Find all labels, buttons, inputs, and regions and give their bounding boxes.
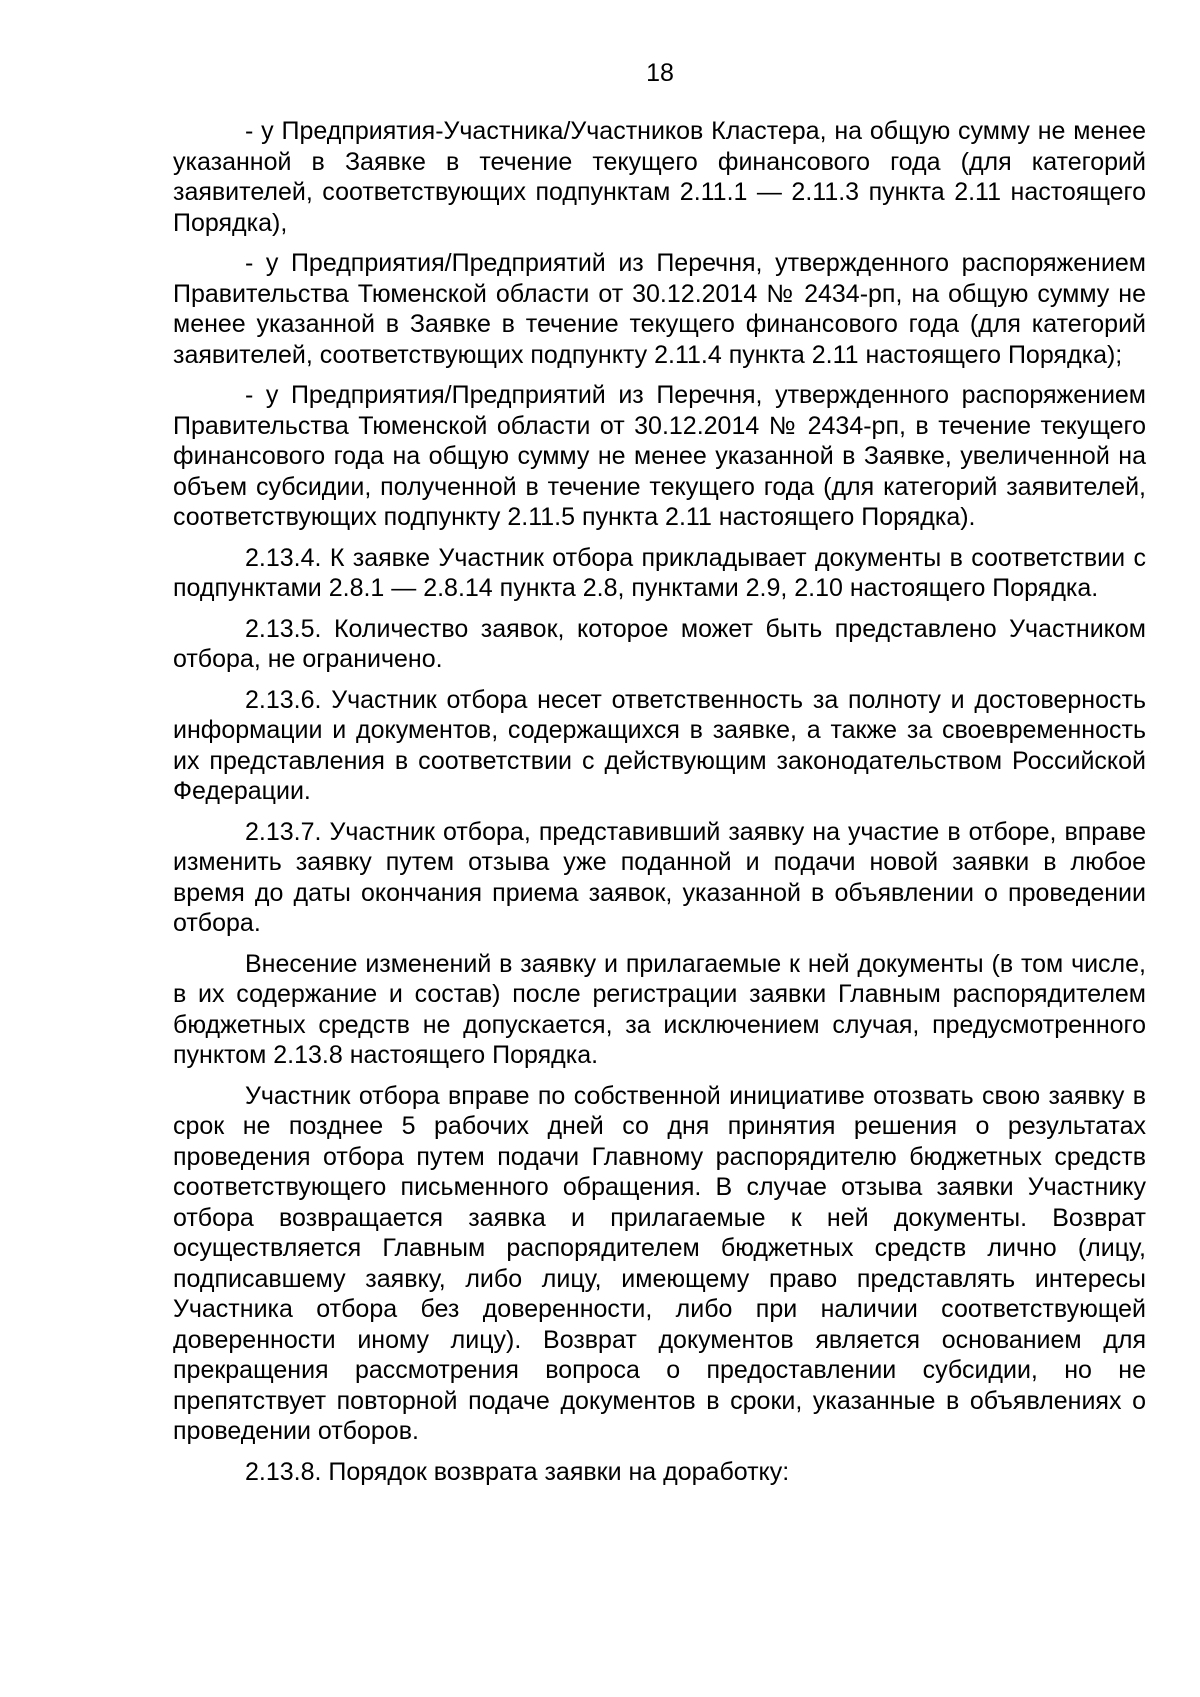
paragraph-2-13-6: 2.13.6. Участник отбора несет ответственность за полноту и достоверность информации и документов, содержащихся в заявке, а также за своевременность их представления в соответствии с действующим законодательством Российской Федерации. <box>173 685 1146 805</box>
paragraph-enterprise-list-subsection-2-11-4: - у Предприятия/Предприятий из Перечня, утвержденного распоряжением Правительства Тюменской области от 30.12.2014 № 2434-рп, на общую сумму не менее указанной в Заявке в течение текущего финансового года (для категорий заявителей, соответствующих подпункту 2.11.4 пункта 2.11 настоящего Порядка); <box>173 249 1146 369</box>
paragraph-2-13-7: 2.13.7. Участник отбора, представивший заявку на участие в отборе, вправе изменить заявку путем отзыва уже поданной и подачи новой заявки в любое время до даты окончания приема заявок, указанной в объявлении о проведении отбора. <box>173 817 1146 937</box>
paragraph-changes-to-application: Внесение изменений в заявку и прилагаемые к ней документы (в том числе, в их содержание и состав) после регистрации заявки Главным распорядителем бюджетных средств не допускается, за исключением случая, предусмотренного пунктом 2.13.8 настоящего Порядка. <box>173 949 1146 1069</box>
paragraph-2-13-4: 2.13.4. К заявке Участник отбора прикладывает документы в соответствии с подпунктами 2.8.1 — 2.8.14 пункта 2.8, пунктами 2.9, 2.10 настоящего Порядка. <box>173 543 1146 602</box>
document-body <box>173 116 1146 1497</box>
paragraph-2-13-8: 2.13.8. Порядок возврата заявки на доработку: <box>245 1457 790 1486</box>
paragraph-enterprise-participant-cluster: - у Предприятия-Участника/Участников Кластера, на общую сумму не менее указанной в Заявке в течение текущего финансового года (для категорий заявителей, соответствующих подпунктам 2.11.1 — 2.11.3 пункта 2.11 настоящего Порядка), <box>173 117 1146 237</box>
paragraph-enterprise-list-subsection-2-11-5: - у Предприятия/Предприятий из Перечня, утвержденного распоряжением Правительства Тюменской области от 30.12.2014 № 2434-рп, в течение текущего финансового года на общую сумму не менее указанной в Заявке, увеличенной на объем субсидии, полученной в течение текущего года (для категорий заявителей, соответствующих подпункту 2.11.5 пункта 2.11 настоящего Порядка). <box>173 381 1146 531</box>
paragraph-2-13-5: 2.13.5. Количество заявок, которое может быть представлено Участником отбора, не ограничено. <box>173 614 1146 673</box>
paragraph-withdrawal-of-application: Участник отбора вправе по собственной инициативе отозвать свою заявку в срок не позднее 5 рабочих дней со дня принятия решения о результатах проведения отбора путем подачи Главному распорядителю бюджетных средств соответствующего письменного обращения. В случае отзыва заявки Участнику отбора возвращается заявка и прилагаемые к ней документы. Возврат осуществляется Главным распорядителем бюджетных средств лично (лицу, подписавшему заявку, либо лицу, имеющему право представлять интересы Участника отбора без доверенности, либо при наличии соответствующей доверенности иному лицу). Возврат документов является основанием для прекращения рассмотрения вопроса о предоставлении субсидии, но не препятствует повторной подаче документов в сроки, указанные в объявлениях о проведении отборов. <box>173 1081 1146 1445</box>
page-number: 18 <box>646 59 674 87</box>
